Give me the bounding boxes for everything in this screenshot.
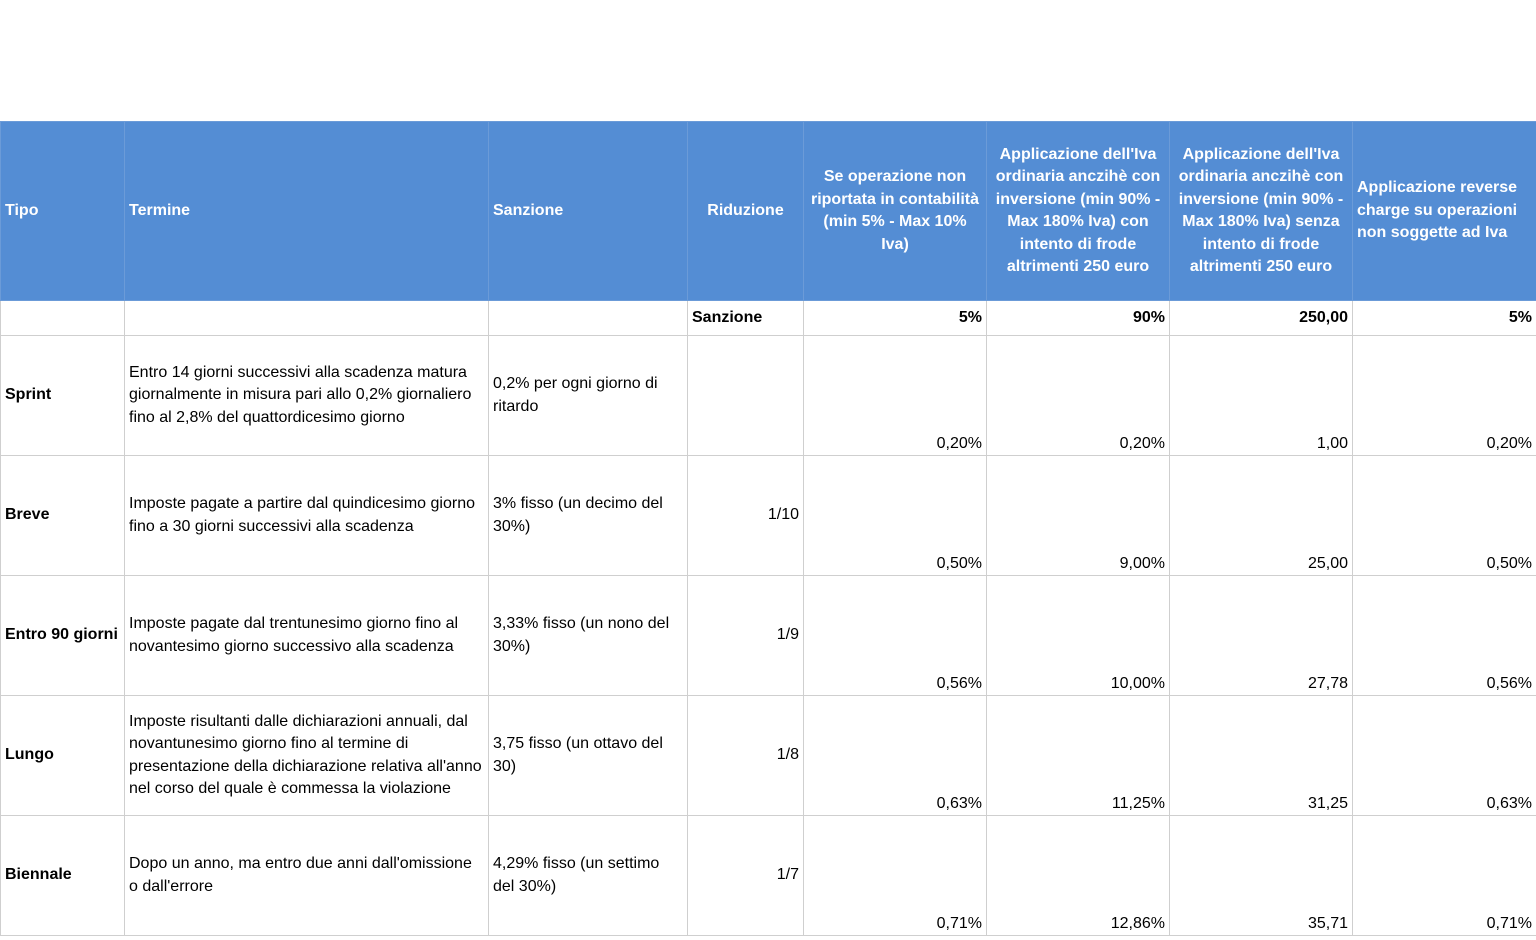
sanzione-iva-con-frode[interactable]: 90% (987, 301, 1170, 336)
header-riduzione[interactable]: Riduzione (688, 122, 804, 301)
cell-riduzione[interactable]: 1/8 (688, 696, 804, 816)
sanzione-label[interactable]: Sanzione (688, 301, 804, 336)
header-row (1, 122, 1536, 301)
table-cell[interactable] (1, 301, 125, 336)
cell-termine[interactable]: Imposte pagate dal trentunesimo giorno fino al novantesimo giorno successivo alla scadenza (125, 576, 489, 696)
header-tipo[interactable]: Tipo (1, 122, 125, 301)
cell-iva-con-frode[interactable]: 10,00% (987, 576, 1170, 696)
spreadsheet (0, 121, 1536, 936)
header-reverse-charge[interactable]: Applicazione reverse charge su operazioni non soggette ad Iva (1353, 122, 1536, 301)
sanzione-iva-senza-frode[interactable]: 250,00 (1170, 301, 1353, 336)
header-iva-con-frode[interactable]: Applicazione dell'Iva ordinaria anczihè con inversione (min 90% - Max 180% Iva) con intento di frode altrimenti 250 euro (987, 122, 1170, 301)
cell-reverse-charge[interactable]: 0,63% (1353, 696, 1536, 816)
cell-non-riportata[interactable]: 0,20% (804, 336, 987, 456)
cell-non-riportata[interactable]: 0,63% (804, 696, 987, 816)
cell-iva-senza-frode[interactable]: 35,71 (1170, 816, 1353, 936)
cell-sanzione[interactable]: 4,29% fisso (un settimo del 30%) (489, 816, 688, 936)
cell-riduzione[interactable]: 1/7 (688, 816, 804, 936)
table-cell[interactable] (125, 301, 489, 336)
table-row (1, 336, 1536, 456)
cell-tipo[interactable]: Biennale (1, 816, 125, 936)
header-non-riportata[interactable]: Se operazione non riportata in contabilità (min 5% - Max 10% Iva) (804, 122, 987, 301)
cell-tipo[interactable]: Breve (1, 456, 125, 576)
table-row (1, 816, 1536, 936)
header-termine[interactable]: Termine (125, 122, 489, 301)
cell-sanzione[interactable]: 3,75 fisso (un ottavo del 30) (489, 696, 688, 816)
cell-riduzione[interactable] (688, 336, 804, 456)
cell-iva-con-frode[interactable]: 12,86% (987, 816, 1170, 936)
cell-iva-con-frode[interactable]: 0,20% (987, 336, 1170, 456)
cell-tipo[interactable]: Lungo (1, 696, 125, 816)
cell-iva-con-frode[interactable]: 11,25% (987, 696, 1170, 816)
sanctions-table (0, 121, 1536, 936)
cell-reverse-charge[interactable]: 0,71% (1353, 816, 1536, 936)
cell-reverse-charge[interactable]: 0,50% (1353, 456, 1536, 576)
cell-sanzione[interactable]: 0,2% per ogni giorno di ritardo (489, 336, 688, 456)
cell-iva-senza-frode[interactable]: 1,00 (1170, 336, 1353, 456)
table-cell[interactable] (489, 301, 688, 336)
table-row (1, 696, 1536, 816)
cell-reverse-charge[interactable]: 0,20% (1353, 336, 1536, 456)
sanzione-non-riportata[interactable]: 5% (804, 301, 987, 336)
cell-sanzione[interactable]: 3,33% fisso (un nono del 30%) (489, 576, 688, 696)
cell-tipo[interactable]: Entro 90 giorni (1, 576, 125, 696)
cell-termine[interactable]: Dopo un anno, ma entro due anni dall'omissione o dall'errore (125, 816, 489, 936)
cell-termine[interactable]: Imposte risultanti dalle dichiarazioni annuali, dal novantunesimo giorno fino al termine di presentazione della dichiarazione relativa all'anno nel corso del quale è commessa la violazione (125, 696, 489, 816)
cell-reverse-charge[interactable]: 0,56% (1353, 576, 1536, 696)
cell-iva-senza-frode[interactable]: 31,25 (1170, 696, 1353, 816)
cell-tipo[interactable]: Sprint (1, 336, 125, 456)
sanzione-reverse-charge[interactable]: 5% (1353, 301, 1536, 336)
cell-iva-senza-frode[interactable]: 25,00 (1170, 456, 1353, 576)
sanzione-row (1, 301, 1536, 336)
cell-iva-senza-frode[interactable]: 27,78 (1170, 576, 1353, 696)
cell-non-riportata[interactable]: 0,50% (804, 456, 987, 576)
cell-non-riportata[interactable]: 0,56% (804, 576, 987, 696)
table-row (1, 576, 1536, 696)
header-iva-senza-frode[interactable]: Applicazione dell'Iva ordinaria anczihè con inversione (min 90% - Max 180% Iva) senza intento di frode altrimenti 250 euro (1170, 122, 1353, 301)
cell-sanzione[interactable]: 3% fisso (un decimo del 30%) (489, 456, 688, 576)
cell-iva-con-frode[interactable]: 9,00% (987, 456, 1170, 576)
cell-termine[interactable]: Entro 14 giorni successivi alla scadenza matura giornalmente in misura pari allo 0,2% giornaliero fino al 2,8% del quattordicesimo giorno (125, 336, 489, 456)
cell-riduzione[interactable]: 1/9 (688, 576, 804, 696)
cell-non-riportata[interactable]: 0,71% (804, 816, 987, 936)
cell-termine[interactable]: Imposte pagate a partire dal quindicesimo giorno fino a 30 giorni successivi alla scadenza (125, 456, 489, 576)
cell-riduzione[interactable]: 1/10 (688, 456, 804, 576)
header-sanzione[interactable]: Sanzione (489, 122, 688, 301)
table-row (1, 456, 1536, 576)
